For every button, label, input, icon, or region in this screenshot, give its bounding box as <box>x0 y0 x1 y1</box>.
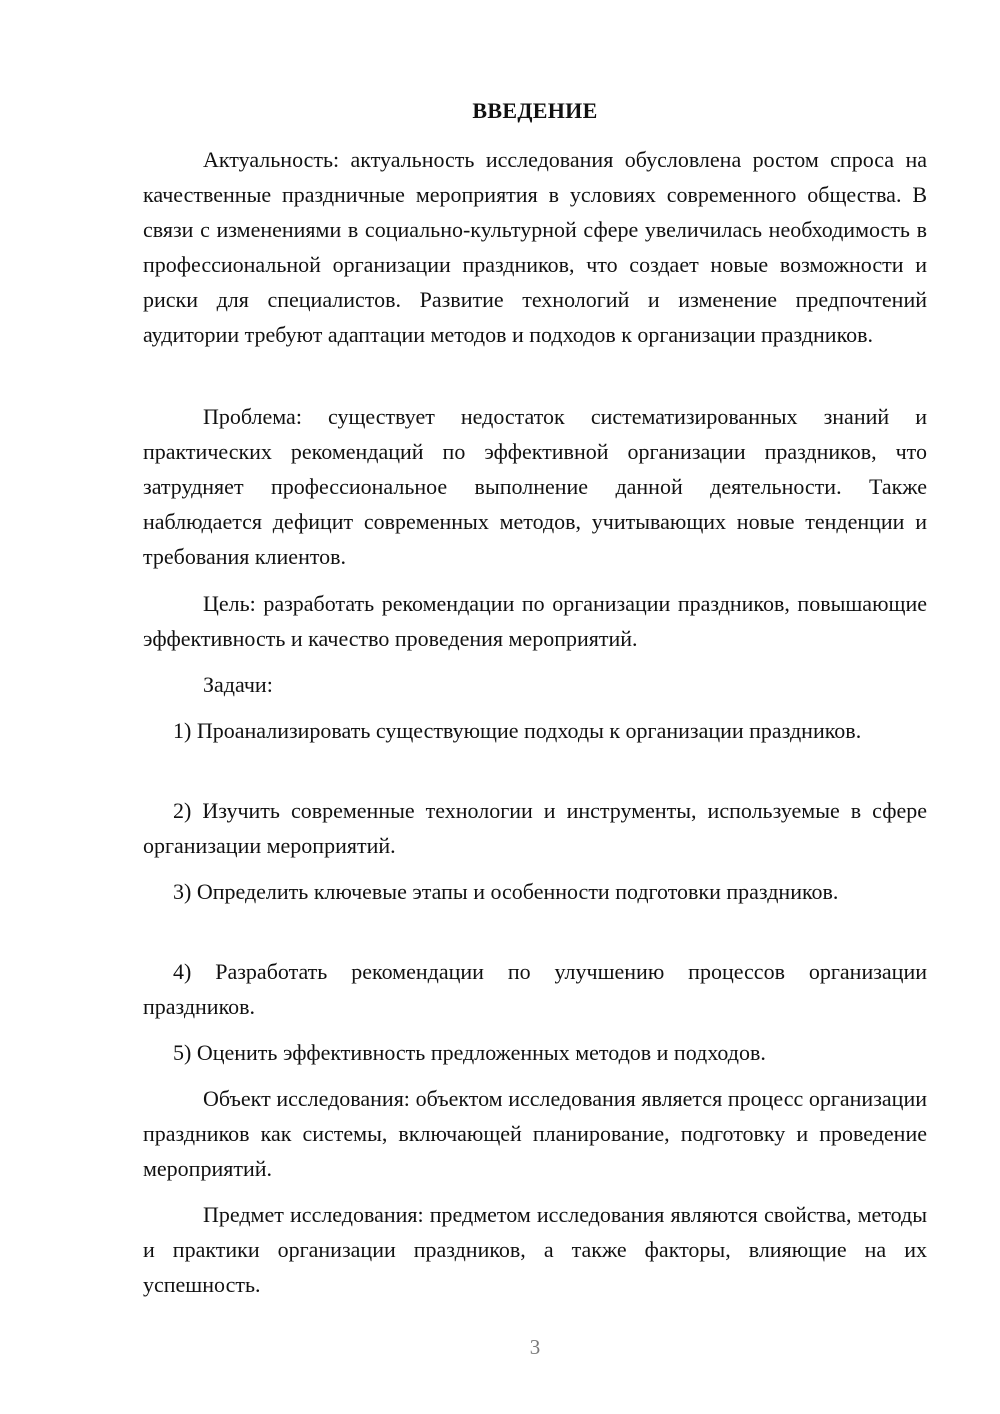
paragraph-object: Объект исследования: объектом исследования является процесс организации праздников как системы, включающей планирование, подготовку и проведение мероприятий. <box>143 1086 927 1181</box>
paragraph-relevance: Актуальность: актуальность исследования обусловлена ростом спроса на качественные праздничные мероприятия в условиях современного общества. В связи с изменениями в социально-культурной сфере увеличилась необходимость в профессиональной организации праздников, что создает новые возможности и риски для специалистов. Развитие технологий и изменение предпочтений аудитории требуют адаптации методов и подходов к организации праздников. <box>143 147 927 347</box>
task-item-4: 4) Разработать рекомендации по улучшению процессов организации праздников. <box>143 959 927 1019</box>
task-item-2: 2) Изучить современные технологии и инструменты, используемые в сфере организации мероприятий. <box>143 798 927 858</box>
task-item-5: 5) Оценить эффективность предложенных методов и подходов. <box>173 1040 766 1065</box>
paragraph-problem: Проблема: существует недостаток систематизированных знаний и практических рекомендаций по эффективной организации праздников, что затрудняет профессиональное выполнение данной деятельности. Также наблюдается дефицит современных методов, учитывающих новые тенденции и требования клиентов. <box>143 404 927 569</box>
paragraph-goal: Цель: разработать рекомендации по организации праздников, повышающие эффективность и качество проведения мероприятий. <box>143 591 927 651</box>
paragraph-tasks-heading: Задачи: <box>203 672 273 697</box>
paragraph-subject: Предмет исследования: предметом исследования являются свойства, методы и практики организации праздников, а также факторы, влияющие на их успешность. <box>143 1202 927 1297</box>
task-item-3: 3) Определить ключевые этапы и особенности подготовки праздников. <box>173 879 839 904</box>
section-title: ВВЕДЕНИЕ <box>472 98 598 123</box>
task-item-1: 1) Проанализировать существующие подходы к организации праздников. <box>173 718 862 743</box>
page-number: 3 <box>529 1335 541 1359</box>
